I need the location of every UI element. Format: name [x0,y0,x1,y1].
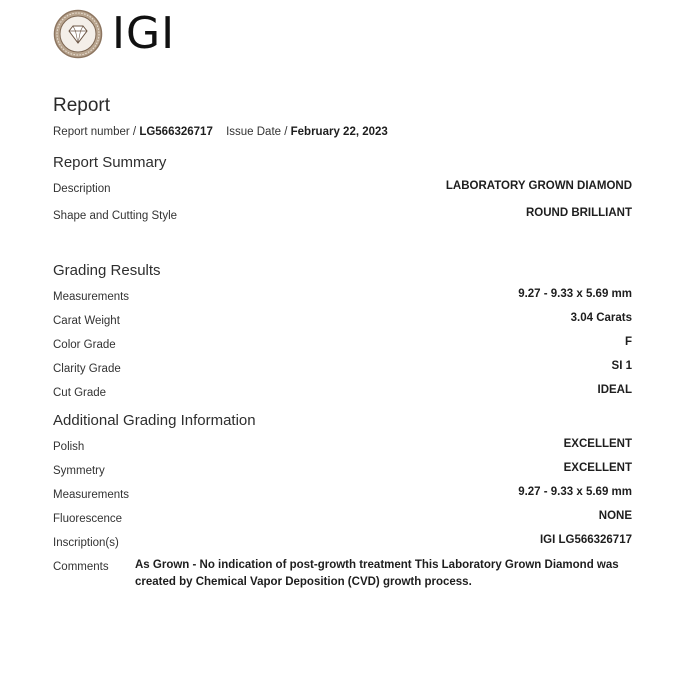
comments-label: Comments [53,561,109,573]
additional-measurements-label: Measurements [53,489,130,501]
fluorescence-label: Fluorescence [53,513,123,525]
color-grade-label: Color Grade [53,339,116,351]
additional-measurements-value: 9.27 - 9.33 x 5.69 mm [518,486,632,498]
polish-value: EXCELLENT [563,438,632,450]
inscription-label: Inscription(s) [53,537,119,549]
symmetry-value: EXCELLENT [563,462,632,474]
symmetry-label: Symmetry [53,465,105,477]
measurements-label: Measurements [53,291,130,303]
additional-info-heading: Additional Grading Information [53,412,256,429]
comments-text: As Grown - No indication of post-growth treatment This Laboratory Grown Diamond was created by Chemical Vapor Deposition (CVD) growth process. [135,559,619,588]
carat-weight-value: 3.04 Carats [570,312,632,324]
measurements-value: 9.27 - 9.33 x 5.69 mm [518,288,632,300]
issue-date-label: Issue Date / [226,126,288,138]
inscription-value: IGI LG566326717 [539,534,632,546]
igi-seal-logo [53,9,103,59]
polish-label: Polish [53,441,85,453]
report-number-value: LG566326717 [139,126,213,138]
clarity-grade-value: SI 1 [611,360,632,372]
cut-grade-value: IDEAL [597,384,632,396]
grading-results-heading: Grading Results [53,262,161,279]
shape-value: ROUND BRILLIANT [525,207,632,219]
clarity-grade-label: Clarity Grade [53,363,121,375]
report-number-label: Report number / [53,126,137,138]
description-label: Description [53,183,111,195]
report-meta [53,126,388,138]
carat-weight-label: Carat Weight [53,315,120,327]
igi-logo-text: IGI [112,8,176,59]
shape-label: Shape and Cutting Style [53,210,178,222]
description-value: LABORATORY GROWN DIAMOND [445,180,632,192]
issue-date-value: February 22, 2023 [290,126,388,138]
fluorescence-value: NONE [598,510,632,522]
color-grade-value: F [624,336,632,348]
page-title: Report [53,95,111,116]
cut-grade-label: Cut Grade [53,387,107,399]
report-summary-heading: Report Summary [53,154,167,171]
